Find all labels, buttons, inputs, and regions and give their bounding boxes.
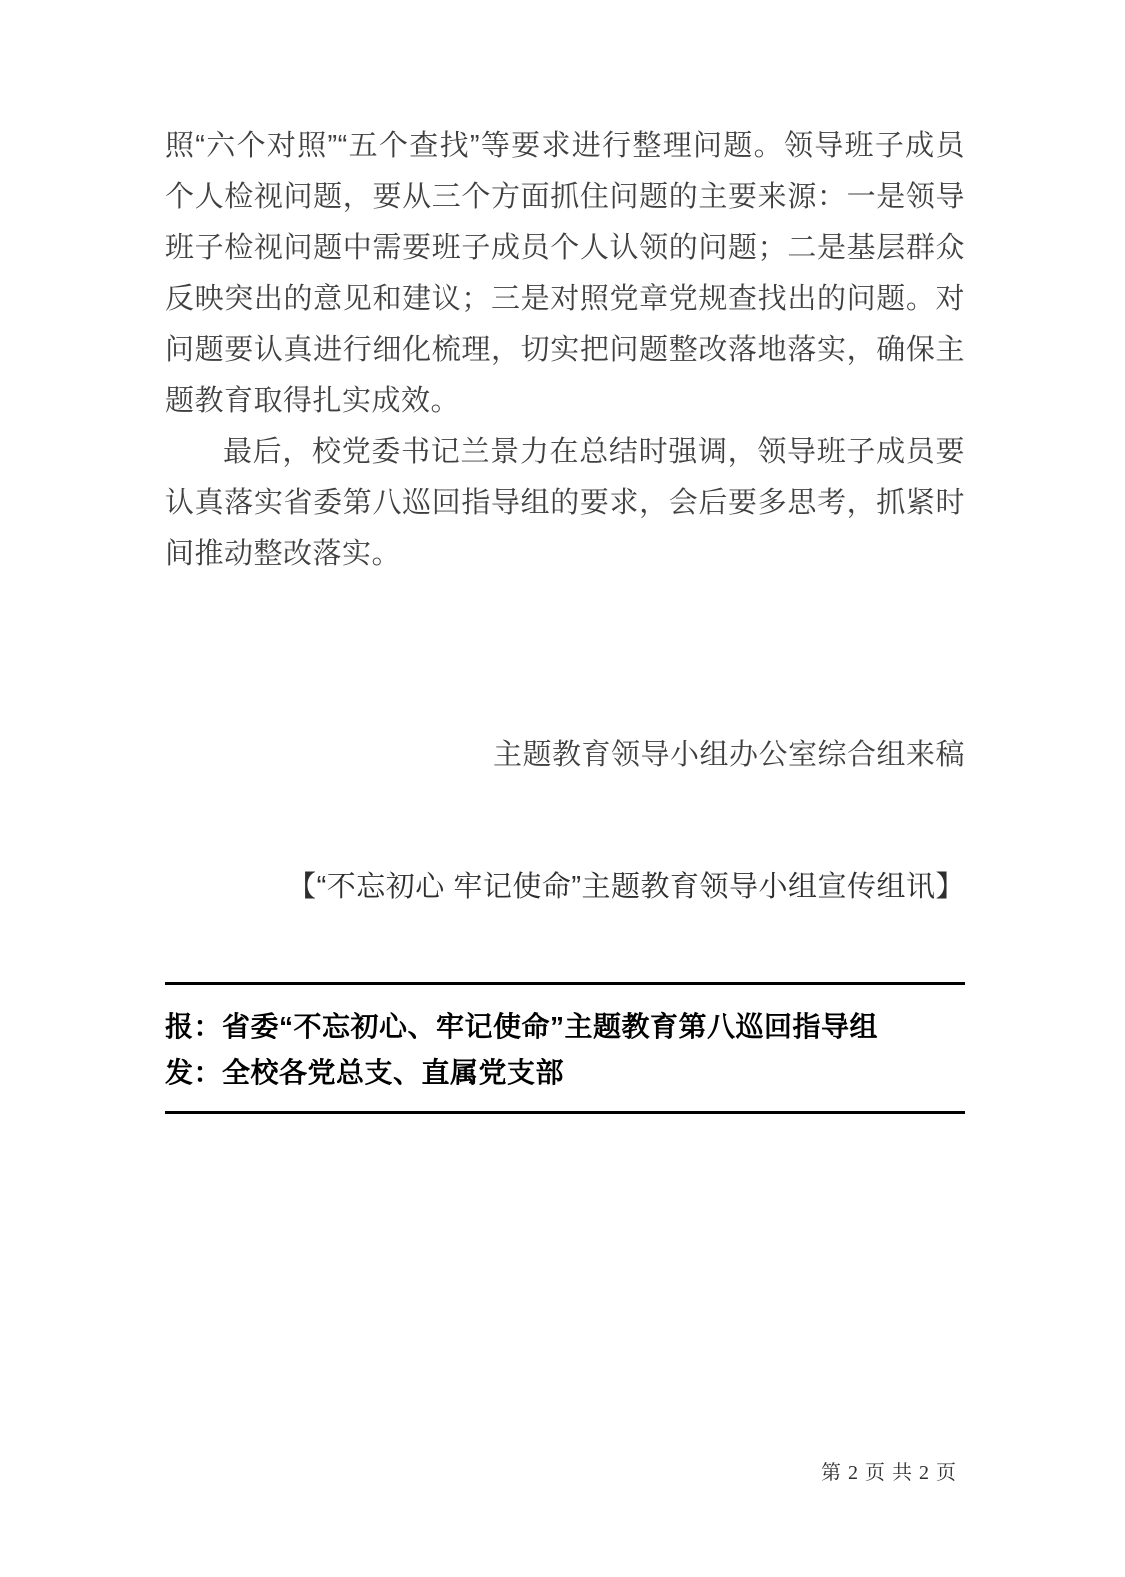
distribution-block [165,1004,965,1096]
page-number: 第 2 页 共 2 页 [821,1462,957,1484]
divider-top [165,982,965,985]
distribute-to-line: 发：全校各党总支、直属党支部 [165,1057,565,1088]
attribution-line: 主题教育领导小组办公室综合组来稿 [492,739,965,771]
report-to-line: 报：省委“不忘初心、牢记使命”主题教育第八巡回指导组 [165,1011,879,1042]
divider-bottom [165,1111,965,1114]
paragraph-conclusion: 最后，校党委书记兰景力在总结时强调，领导班子成员要认真落实省委第八巡回指导组的要求，会后要多思考，抓紧时间推动整改落实。 [165,436,965,570]
propaganda-group-byline: 【“不忘初心 牢记使命”主题教育领导小组宣传组讯】 [287,871,965,903]
paragraph-problem-rectification: 照“六个对照”“五个查找”等要求进行整理问题。领导班子成员个人检视问题，要从三个方面抓住问题的主要来源：一是领导班子检视问题中需要班子成员个人认领的问题；二是基层群众反映突出的意见和建议；三是对照党章党规查找出的问题。对问题要认真进行细化梳理，切实把问题整改落地落实，确保主题教育取得扎实成效。 [165,130,965,417]
